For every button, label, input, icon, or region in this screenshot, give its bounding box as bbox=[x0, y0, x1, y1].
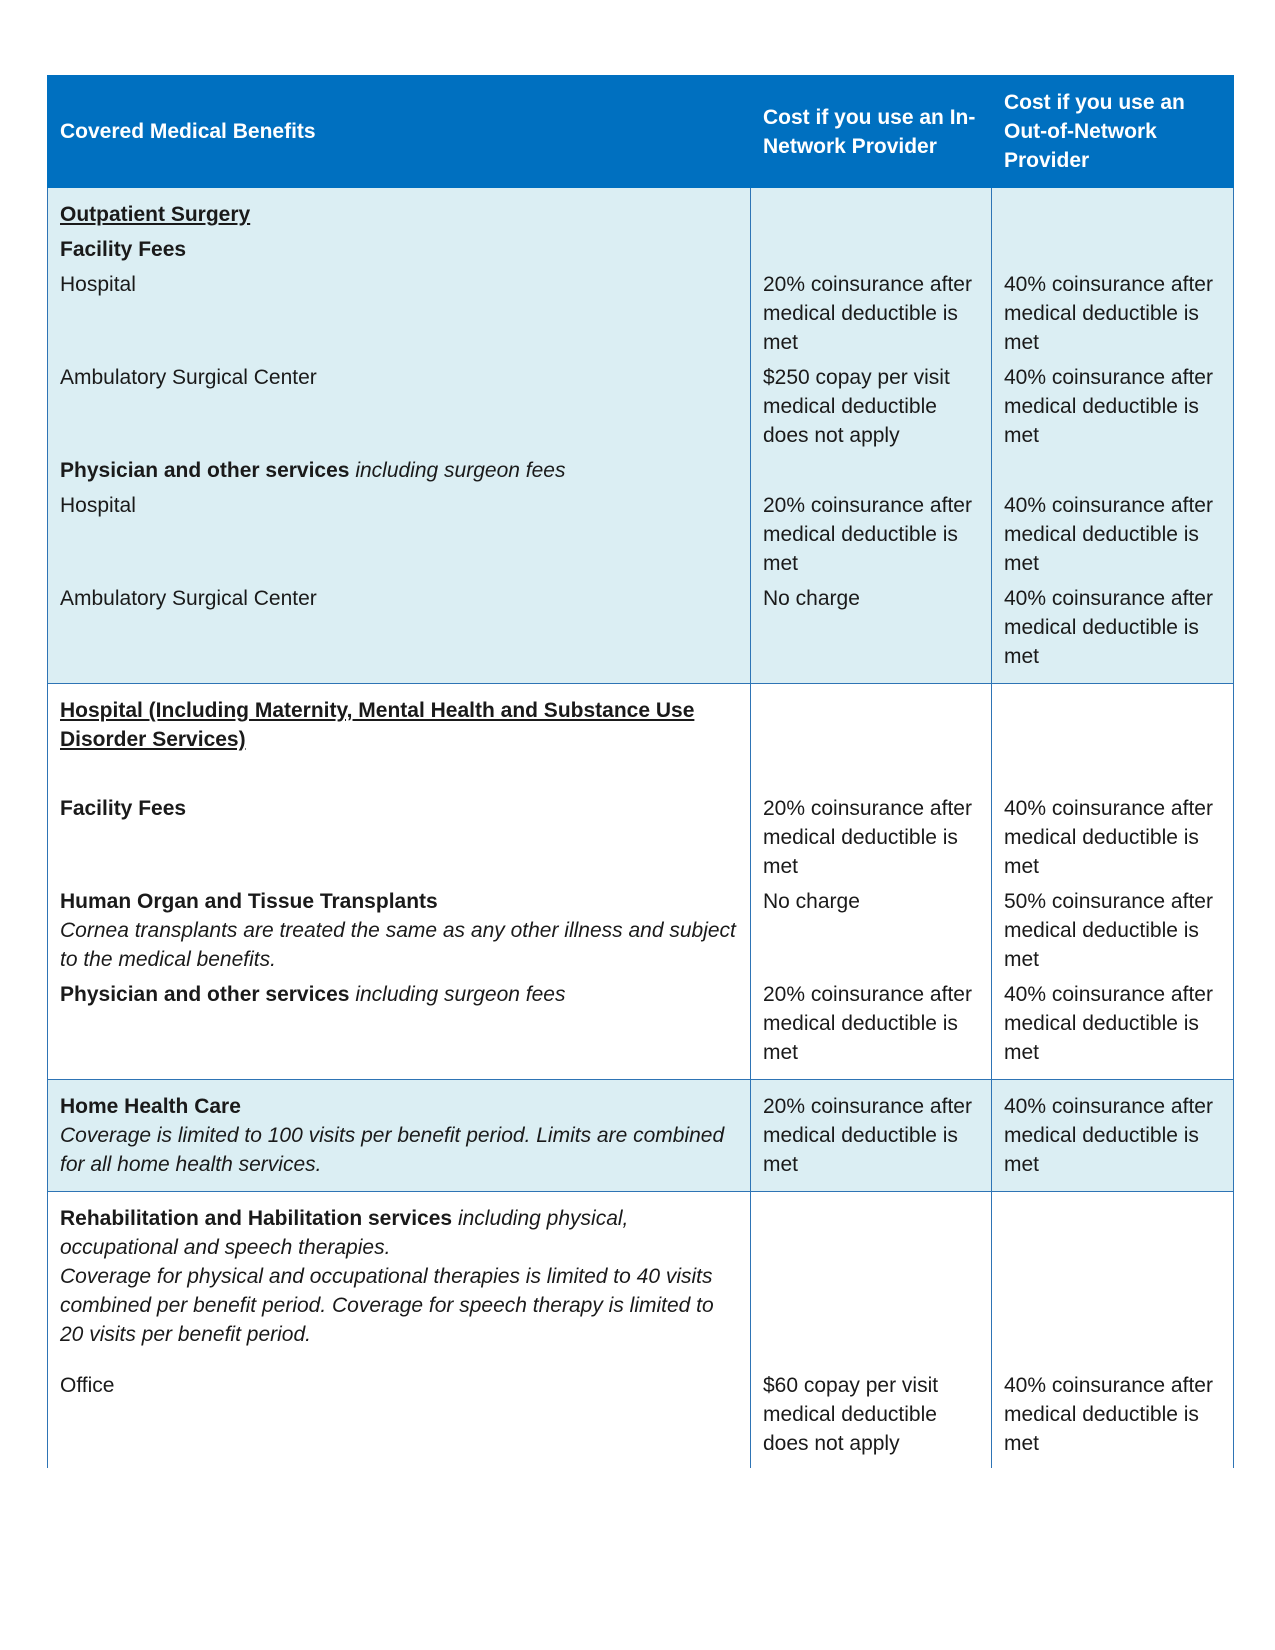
table-row bbox=[48, 754, 1234, 881]
section-hospital bbox=[48, 684, 1234, 1080]
row-label: Facility Fees bbox=[48, 754, 751, 881]
section-title: Hospital (Including Maternity, Mental Health and Substance Use Disorder Services) bbox=[48, 684, 751, 755]
table-row bbox=[48, 887, 1234, 974]
row-label: Home Health Care Coverage is limited to 100 visits per benefit period. Limits are combined for all home health services. bbox=[48, 1080, 751, 1192]
table-row bbox=[48, 584, 1234, 684]
benefits-table bbox=[47, 75, 1234, 1468]
out-of-network-cost: 40% coinsurance after medical deductible is met bbox=[992, 1349, 1234, 1468]
row-label: Human Organ and Tissue Transplants Cornea transplants are treated the same as any other illness and subject to the medical benefits. bbox=[48, 887, 751, 974]
in-network-cost: 20% coinsurance after medical deductible is met bbox=[751, 754, 992, 881]
table-header bbox=[48, 76, 1234, 188]
row-note: Coverage is limited to 100 visits per benefit period. Limits are combined for all home health services. bbox=[60, 1124, 725, 1176]
in-network-cost: 20% coinsurance after medical deductible is met bbox=[751, 1080, 992, 1192]
out-of-network-cost: 40% coinsurance after medical deductible is met bbox=[992, 980, 1234, 1080]
out-of-network-cost: 40% coinsurance after medical deductible is met bbox=[992, 1080, 1234, 1192]
in-network-cost: $250 copay per visit medical deductible does not apply bbox=[751, 363, 992, 450]
table-row bbox=[48, 1349, 1234, 1468]
row-label: Rehabilitation and Habilitation services including physical, occupational and speech therapies. Coverage for physical and occupational therapies is limited to 40 visits combined per benefit period. Coverage for speech therapy is limited to 20 visits per benefit period. bbox=[48, 1192, 751, 1350]
row-label: Hospital bbox=[48, 270, 751, 357]
in-network-cost: 20% coinsurance after medical deductible is met bbox=[751, 980, 992, 1080]
in-network-cost: 20% coinsurance after medical deductible is met bbox=[751, 491, 992, 578]
header-in-network: Cost if you use an In-Network Provider bbox=[751, 76, 992, 188]
row-label: Ambulatory Surgical Center bbox=[48, 363, 751, 450]
header-covered-benefits: Covered Medical Benefits bbox=[48, 76, 751, 188]
subheading-physician: Physician and other services including surgeon fees bbox=[48, 456, 751, 485]
in-network-cost: No charge bbox=[751, 584, 992, 684]
out-of-network-cost: 40% coinsurance after medical deductible is met bbox=[992, 363, 1234, 450]
in-network-cost: 20% coinsurance after medical deductible is met bbox=[751, 270, 992, 357]
in-network-cost: $60 copay per visit medical deductible does not apply bbox=[751, 1349, 992, 1468]
row-label: Office bbox=[48, 1349, 751, 1468]
table-row bbox=[48, 980, 1234, 1080]
in-network-cost: No charge bbox=[751, 887, 992, 974]
out-of-network-cost: 40% coinsurance after medical deductible is met bbox=[992, 491, 1234, 578]
section-home-health bbox=[48, 1080, 1234, 1192]
header-out-of-network: Cost if you use an Out-of-Network Provider bbox=[992, 76, 1234, 188]
out-of-network-cost: 40% coinsurance after medical deductible is met bbox=[992, 754, 1234, 881]
section-outpatient-surgery bbox=[48, 188, 1234, 684]
out-of-network-cost: 40% coinsurance after medical deductible is met bbox=[992, 270, 1234, 357]
benefits-document bbox=[47, 75, 1233, 1468]
table-row bbox=[48, 363, 1234, 450]
row-note: Cornea transplants are treated the same as any other illness and subject to the medical benefits. bbox=[60, 919, 736, 971]
row-label: Hospital bbox=[48, 491, 751, 578]
out-of-network-cost: 50% coinsurance after medical deductible is met bbox=[992, 887, 1234, 974]
table-row bbox=[48, 491, 1234, 578]
row-note: Coverage for physical and occupational therapies is limited to 40 visits combined per benefit period. Coverage for speech therapy is limited to 20 visits per benefit period. bbox=[60, 1265, 714, 1346]
row-label: Ambulatory Surgical Center bbox=[48, 584, 751, 684]
table-row bbox=[48, 1080, 1234, 1192]
section-title: Outpatient Surgery bbox=[48, 188, 751, 230]
table-row bbox=[48, 270, 1234, 357]
section-rehabilitation bbox=[48, 1192, 1234, 1469]
subheading-facility-fees: Facility Fees bbox=[48, 235, 751, 264]
row-label: Physician and other services including surgeon fees bbox=[48, 980, 751, 1080]
out-of-network-cost: 40% coinsurance after medical deductible is met bbox=[992, 584, 1234, 684]
